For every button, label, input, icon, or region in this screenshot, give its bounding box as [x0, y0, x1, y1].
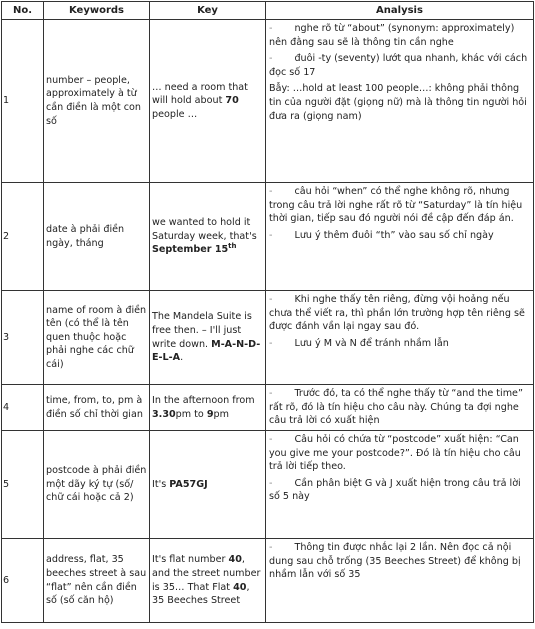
row-number: 2 — [2, 183, 44, 291]
analysis-point: - câu hỏi “when” có thể nghe không rõ, nhưng trong câu trả lời nghe rất rõ từ “Saturday” là tín hiệu thời gian, tiếp sau đó người nói đề cập đến đáp án. — [269, 186, 523, 225]
analysis-point: - Cần phân biệt G và J xuất hiện trong câu trả lời số 5 này — [269, 477, 521, 503]
key-cell — [150, 385, 266, 431]
table-row — [2, 385, 534, 431]
table-row — [2, 183, 534, 291]
keywords-cell: date à phải điền ngày, tháng — [44, 183, 150, 291]
key-text: , and the street number is 35… That Flat — [152, 554, 261, 593]
key-cell — [150, 431, 266, 539]
keywords-cell: number – people, approximately à từ cần điền là một con số — [44, 20, 150, 183]
key-text: pm — [213, 408, 229, 420]
analysis-point: - Thông tin được nhắc lại 2 lần. Nên đọc cả nội dung sau chỗ trống (35 Beeches Street) để không bị nhầm lẫn với số 35 — [269, 542, 521, 581]
keywords-cell: time, from, to, pm à điền số chỉ thời gian — [44, 385, 150, 431]
analysis-cell — [266, 539, 534, 623]
keywords-cell: postcode à phải điền một dãy ký tự (số/ chữ cái hoặc cả 2) — [44, 431, 150, 539]
key-text: . — [180, 352, 184, 364]
table-row — [2, 20, 534, 183]
key-text: , 35 Beeches Street — [152, 581, 250, 607]
row-number: 4 — [2, 385, 44, 431]
header-key: Key — [150, 2, 266, 20]
answer-analysis-table — [1, 1, 534, 623]
key-cell — [150, 291, 266, 385]
analysis-point: Bẫy: …hold at least 100 people…: không phải thông tin của người đặt (giọng nữ) mà là thông tin người hỏi đưa ra (giọng nam) — [269, 83, 527, 122]
header-row — [2, 2, 534, 20]
analysis-cell — [266, 20, 534, 183]
analysis-point: - Trước đó, ta có thể nghe thấy từ “and the time” rất rõ, đó là tín hiệu cho câu này. Chúng ta đợi nghe câu trả lời có xuất hiện — [269, 388, 523, 427]
header-keywords: Keywords — [44, 2, 150, 20]
analysis-point: - Lưu ý thêm đuôi “th” vào sau số chỉ ngày — [269, 229, 494, 241]
analysis-table-container — [1, 1, 533, 623]
key-text: we wanted to hold it Saturday week, that's — [152, 217, 257, 242]
key-cell — [150, 20, 266, 183]
analysis-cell — [266, 431, 534, 539]
analysis-point: - Câu hỏi có chứa từ “postcode” xuất hiện: “Can you give me your postcode?”. Đó là tín hiệu cho câu trả lời tiếp theo. — [269, 434, 521, 473]
analysis-point: - đuôi -ty (seventy) lướt qua nhanh, khác với cách đọc số 17 — [269, 53, 528, 78]
key-answer: PA57GJ — [169, 478, 208, 490]
key-text: … need a room that will hold about — [152, 81, 248, 107]
key-cell — [150, 183, 266, 291]
key-answer: 40 — [233, 581, 247, 593]
table-row — [2, 291, 534, 385]
key-text: The Mandela Suite is free then. – I'll just write down. — [152, 311, 252, 350]
analysis-point: - Khi nghe thấy tên riêng, đừng vội hoảng nếu chưa thể viết ra, thì phần lớn trường hợp tên riêng sẽ được đánh vần lại ngay sau đó. — [269, 294, 525, 333]
header-analysis: Analysis — [266, 2, 534, 20]
analysis-cell — [266, 385, 534, 431]
table-row — [2, 431, 534, 539]
row-number: 5 — [2, 431, 44, 539]
analysis-point: - nghe rõ từ “about” (synonym: approximately) nên đằng sau sẽ là thông tin cần nghe — [269, 23, 515, 48]
header-no: No. — [2, 2, 44, 20]
key-text: pm to — [175, 408, 207, 420]
keywords-cell: address, flat, 35 beeches street à sau “flat” nên cần điền số (số căn hộ) — [44, 539, 150, 623]
key-answer: 9 — [206, 408, 214, 420]
key-answer-suffix: th — [228, 242, 237, 251]
key-answer: September 15 — [152, 244, 229, 256]
row-number: 6 — [2, 539, 44, 623]
analysis-cell — [266, 183, 534, 291]
analysis-cell — [266, 291, 534, 385]
analysis-point: - Lưu ý M và N để tránh nhầm lẫn — [269, 337, 449, 349]
row-number: 3 — [2, 291, 44, 385]
key-text: In the afternoon from — [152, 394, 255, 406]
key-text: It's — [152, 478, 170, 490]
table-row — [2, 539, 534, 623]
key-answer: M-A-N-D-E-L-A — [152, 338, 261, 364]
row-number: 1 — [2, 20, 44, 183]
key-text: people … — [152, 108, 198, 120]
key-cell — [150, 539, 266, 623]
key-answer: 3.30 — [152, 408, 176, 420]
key-answer: 40 — [228, 554, 242, 566]
keywords-cell: name of room à điền tên (có thể là tên quen thuộc hoặc phải nghe các chữ cái) — [44, 291, 150, 385]
key-text: It's flat number — [152, 554, 229, 566]
key-answer: 70 — [225, 95, 239, 107]
